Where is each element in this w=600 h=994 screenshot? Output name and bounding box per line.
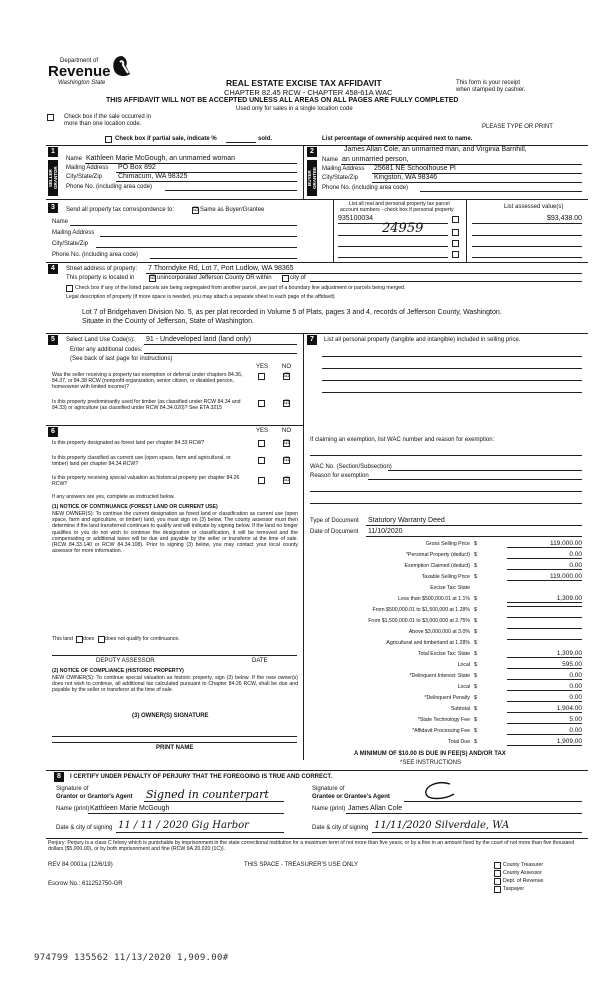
tax-row: Local bbox=[457, 662, 470, 668]
receipt-note-2: when stamped by cashier. bbox=[456, 87, 526, 93]
type-or-print-note: PLEASE TYPE OR PRINT bbox=[482, 124, 553, 130]
tax-dollar: $ bbox=[474, 739, 478, 745]
seller-vertical-tab: SELLER GRANTOR bbox=[48, 160, 58, 196]
tax-dollar: $ bbox=[474, 684, 478, 690]
receipt-note-1: This form is your receipt bbox=[456, 80, 521, 86]
located-label: This property is located in bbox=[66, 275, 135, 281]
certify-statement: I CERTIFY UNDER PENALTY OF PERJURY THAT THE FOREGOING IS TRUE AND CORRECT. bbox=[70, 774, 333, 780]
seller-city-label: City/State/Zip bbox=[66, 174, 103, 180]
tax-value[interactable] bbox=[507, 606, 582, 607]
copy-county-assessor-checkbox[interactable] bbox=[494, 870, 501, 877]
form-revision: REV 84 0001a (12/6/19) bbox=[48, 862, 113, 868]
qualify-label-1: This land bbox=[52, 636, 74, 642]
buyer-city[interactable]: Kingston, WA 98346 bbox=[374, 174, 438, 181]
legal-desc-line-1[interactable]: Lot 7 of Bridgehaven Division No. 5, as per plat recorded in Volume 5 of Plats, pages 3 and 4, records of Jefferson County, Washington. bbox=[82, 309, 502, 316]
street-label: Street address of property: bbox=[66, 266, 138, 272]
same-as-buyer-label: Same as Buyer/Grantee bbox=[200, 207, 265, 213]
tax-value[interactable]: 119,000.00 bbox=[507, 573, 582, 581]
tax-dollar: $ bbox=[474, 574, 478, 580]
tax-value[interactable] bbox=[507, 617, 582, 618]
tax-row: Total Excise Tax: State bbox=[417, 651, 470, 657]
parcel-header-1: List all real and personal property tax parcel bbox=[349, 201, 450, 207]
buyer-name-line-1[interactable]: James Allan Cole, an unmarried man, and Virginia Barnhill, bbox=[344, 146, 527, 153]
tax-value[interactable]: 0.00 bbox=[507, 672, 582, 680]
tax-value[interactable]: 119,000.00 bbox=[507, 540, 582, 548]
tax-row: Excise Tax: State bbox=[430, 585, 470, 591]
s5-q1-yes-checkbox[interactable] bbox=[258, 373, 265, 380]
section-8-tab: 8 bbox=[54, 772, 64, 782]
notice-1-title: (1) NOTICE OF CONTINUANCE (FOREST LAND OR CURRENT USE) bbox=[52, 504, 218, 510]
tax-value[interactable]: 595.00 bbox=[507, 661, 582, 669]
tax-value[interactable]: 5.00 bbox=[507, 716, 582, 724]
deputy-assessor-label: DEPUTY ASSESSOR bbox=[96, 658, 155, 664]
tax-value[interactable]: 0.00 bbox=[507, 683, 582, 691]
if-yes-note: If any answers are yes, complete as instructed below. bbox=[52, 494, 175, 500]
parcel-checkbox-2[interactable] bbox=[452, 229, 459, 236]
seller-mailing[interactable]: PO Box 892 bbox=[118, 164, 156, 171]
grantor-date-city[interactable]: 11 / 11 / 2020 Gig Harbor bbox=[118, 820, 249, 831]
logo-text-revenue: Revenue bbox=[48, 63, 111, 80]
copy-label: County Treasurer bbox=[503, 862, 544, 868]
assessed-value[interactable]: $93,438.00 bbox=[546, 215, 582, 222]
tax-value[interactable] bbox=[507, 639, 582, 640]
doc-date-value[interactable]: 11/10/2020 bbox=[368, 528, 403, 535]
additional-codes-label: Enter any additional codes: bbox=[70, 347, 143, 353]
buyer-name-label: Name bbox=[322, 157, 339, 163]
dor-logo bbox=[46, 54, 136, 96]
tax-dollar: $ bbox=[474, 662, 478, 668]
form-title: REAL ESTATE EXCISE TAX AFFIDAVIT bbox=[226, 78, 382, 88]
tax-dollar: $ bbox=[474, 541, 478, 547]
section-2-tab: 2 bbox=[307, 147, 317, 157]
tax-row: Gross Selling Price bbox=[425, 541, 470, 547]
section-1-tab: 1 bbox=[48, 147, 58, 157]
copy-county-treasurer-checkbox[interactable] bbox=[494, 862, 501, 869]
tax-value[interactable]: 0.00 bbox=[507, 551, 582, 559]
grantee-date-label: Date & city of signing bbox=[312, 825, 369, 831]
multi-location-label-1: Check box if the sale occurred in bbox=[64, 114, 152, 120]
tax-dollar: $ bbox=[474, 673, 478, 679]
corr-name-label: Name bbox=[52, 219, 69, 225]
s5-question-1: Was the seller receiving a property tax exemption or deferral under chapters 84.36, 84.37, or 84.38 RCW (nonprofit organization, senior citizen, or disabled person, homeowner with limited income)? bbox=[52, 372, 243, 391]
partial-sale-checkbox[interactable] bbox=[105, 136, 112, 143]
parcel-number[interactable]: 935100034 bbox=[338, 215, 374, 222]
grantor-date-label: Date & city of signing bbox=[56, 825, 113, 831]
section-5-tab: 5 bbox=[48, 335, 58, 345]
tax-dollar: $ bbox=[474, 596, 478, 602]
multi-location-label-2: more than one location code. bbox=[64, 121, 142, 127]
owner-signature-label: (3) OWNER(S) SIGNATURE bbox=[132, 713, 209, 719]
seller-phone-label: Phone No. (including area code) bbox=[66, 184, 153, 190]
seller-name[interactable]: Kathleen Marie McGough, an unmarried woman bbox=[86, 155, 236, 162]
section-6-tab: 6 bbox=[48, 427, 58, 437]
grantor-signature[interactable]: Signed in counterpart bbox=[146, 788, 269, 801]
tax-value[interactable]: 1,909.00 bbox=[507, 738, 582, 746]
escrow-number: Escrow No.: 611252750-GR bbox=[48, 881, 123, 887]
logo-text-state: Washington State bbox=[58, 80, 106, 86]
tax-dollar: $ bbox=[474, 552, 478, 558]
s5-question-2: Is this property predominantly used for timber (as classified under RCW 84.34 and 84.33) or agriculture (as classified under RCW 84.34.020)? See ETA 3215 bbox=[52, 399, 241, 412]
s6-q3-yes-checkbox[interactable] bbox=[258, 477, 265, 484]
street-address[interactable]: 7 Thorndyke Rd, Lot 7, Port Ludlow, WA 98365 bbox=[148, 265, 294, 272]
logo-mark-icon bbox=[110, 54, 134, 80]
tax-row: Above $3,000,000 at 3.0% bbox=[408, 629, 470, 635]
minimum-fee-note: A MINIMUM OF $10.00 IS DUE IN FEE(S) AND/OR TAX bbox=[354, 751, 506, 757]
copy-label: Dept. of Revenue bbox=[503, 878, 544, 884]
tax-dollar: $ bbox=[474, 640, 478, 646]
tax-dollar: $ bbox=[474, 728, 478, 734]
tax-row: *Affidavit Processing Fee bbox=[412, 728, 470, 734]
corr-mailing-label: Mailing Address bbox=[52, 230, 95, 236]
tax-dollar: $ bbox=[474, 695, 478, 701]
segregated-label: Check box if any of the listed parcels are being segregated from another parcel, are part of a boundary line adjustment or parcels being merged. bbox=[75, 285, 406, 291]
used-only-note: Used only for sales in a single location code bbox=[236, 106, 353, 112]
tax-row: *State Technology Fee bbox=[417, 717, 470, 723]
legal-desc-label: Legal description of property (if more space is needed, you may attach a separate sheet to each page of the affidavit) bbox=[66, 294, 335, 300]
copy-dept-revenue-checkbox[interactable] bbox=[494, 878, 501, 885]
grantee-signature-icon[interactable] bbox=[410, 780, 470, 802]
parcel-header-2: account numbers - check box if personal property bbox=[340, 207, 454, 213]
s6-q1-yes-checkbox[interactable] bbox=[258, 440, 265, 447]
s6-q2-yes-checkbox[interactable] bbox=[258, 457, 265, 464]
s6-question-2: Is this property classified as current use (open space, farm and agricultural, or timber) land per chapter 84.34 RCW? bbox=[52, 455, 231, 468]
doc-type-value[interactable]: Statutory Warranty Deed bbox=[368, 517, 445, 524]
tax-row: Agricultural and timberland at 1.28% bbox=[386, 640, 470, 646]
same-as-buyer-checkbox[interactable]: ☑ bbox=[193, 207, 199, 213]
partial-sale-sold: sold. bbox=[258, 136, 273, 142]
reason-label: Reason for exemption bbox=[310, 473, 369, 479]
tax-value[interactable]: 0.00 bbox=[507, 694, 582, 702]
exemption-label: If claiming an exemption, list WAC number and reason for exemption: bbox=[310, 437, 495, 443]
tax-value[interactable]: 1,309.00 bbox=[507, 650, 582, 658]
tax-value[interactable]: 1,309.00 bbox=[507, 595, 582, 603]
copy-taxpayer-checkbox[interactable] bbox=[494, 886, 501, 893]
tax-value[interactable]: 1,904.00 bbox=[507, 705, 582, 713]
seller-city[interactable]: Chimacum, WA 98325 bbox=[118, 173, 188, 180]
tax-row: Local bbox=[457, 684, 470, 690]
tax-row: *Delinquent Interest: State bbox=[409, 673, 470, 679]
corr-phone-label: Phone No. (including area code) bbox=[52, 252, 139, 258]
s6-q2-no-checkbox[interactable]: ☑ bbox=[284, 457, 290, 463]
qualify-label-2: does bbox=[83, 636, 95, 642]
legal-desc-line-2[interactable]: Situate in the County of Jefferson, State of Washington. bbox=[82, 318, 254, 325]
seller-name-label: Name bbox=[66, 156, 83, 162]
tax-row: *Personal Property (deduct) bbox=[405, 552, 470, 558]
buyer-city-label: City/State/Zip bbox=[322, 175, 359, 181]
parcel-checkbox-3[interactable] bbox=[452, 240, 459, 247]
tax-row: Subtotal bbox=[450, 706, 470, 712]
handwritten-parcel-note: 24959 bbox=[382, 221, 424, 236]
city-of-label: city of bbox=[290, 275, 306, 281]
tax-dollar: $ bbox=[474, 651, 478, 657]
buyer-mailing[interactable]: 25681 NE Schoolhouse Pl bbox=[374, 165, 456, 172]
tax-value[interactable]: 0.00 bbox=[507, 562, 582, 570]
grantee-name-label: Name (print) bbox=[312, 806, 346, 812]
s6-q1-no-checkbox[interactable]: ☑ bbox=[284, 440, 290, 446]
s5-yes-header: YES bbox=[256, 364, 269, 370]
doc-type-label: Type of Document bbox=[310, 518, 359, 524]
buyer-mailing-label: Mailing Address bbox=[322, 166, 365, 172]
form-chapter: CHAPTER 82.45 RCW - CHAPTER 458-61A WAC bbox=[224, 88, 393, 97]
land-use-label: Select Land Use Code(s): bbox=[66, 337, 135, 343]
section-4-tab: 4 bbox=[48, 264, 58, 274]
grantee-sig-label-2: Grantee or Grantee's Agent bbox=[312, 794, 390, 800]
tax-value[interactable]: 0.00 bbox=[507, 727, 582, 735]
tax-dollar: $ bbox=[474, 717, 478, 723]
parcel-checkbox-1[interactable] bbox=[452, 216, 459, 223]
grantor-sig-label-1: Signature of bbox=[56, 786, 89, 792]
grantor-sig-label-2: Grantor or Grantor's Agent bbox=[56, 794, 133, 800]
tax-row: Total Due bbox=[448, 739, 470, 745]
s5-no-header: NO bbox=[282, 364, 291, 370]
qualify-does-checkbox[interactable] bbox=[76, 636, 83, 643]
notice-2-title: (2) NOTICE OF COMPLIANCE (HISTORIC PROPERTY) bbox=[52, 668, 184, 674]
tax-dollar: $ bbox=[474, 607, 478, 613]
copy-label: Taxpayer bbox=[503, 886, 525, 892]
partial-sale-label: Check box if partial sale, indicate % bbox=[115, 136, 217, 142]
multi-location-checkbox[interactable] bbox=[47, 114, 54, 121]
grantee-name[interactable]: James Allan Cole bbox=[348, 805, 403, 812]
notice-1-body: NEW OWNER(S): To continue the current designation as forest land or classification as current use (open space, farm and agriculture, or timber) land, you must sign on (3) below. The county assessor must then determine if the land transferred continues to qualify and will indicate by signing below. If the land no longer qualifies or you do not wish to continue the designation or classification, it will be removed and the compensating or additional taxes will be due and payable by the seller or transferor at the time of sale. (RCW 84.33.140 or RCW 84.34.108). Prior to signing (3) below, you may contact your local county assessor for more information. bbox=[52, 511, 298, 555]
send-correspondence-label: Send all property tax correspondence to: bbox=[66, 207, 175, 213]
tax-row: *Delinquent Penalty bbox=[424, 695, 470, 701]
land-use-value[interactable]: 91 - Undeveloped land (land only) bbox=[146, 336, 252, 343]
s5-q2-no-checkbox[interactable]: ☑ bbox=[284, 400, 290, 406]
tax-dollar: $ bbox=[474, 563, 478, 569]
perjury-statement: Perjury: Perjury is a class C felony which is punishable by imprisonment in the state correctional institution for a maximum term of not more than five years, or by a fine in an amount fixed by the court of not more than five thousand dollars ($5,000.00), or by both imprisonment and fine (RCW 9A.20.020 (1C)). bbox=[48, 840, 575, 853]
see-instructions-note: *SEE INSTRUCTIONS bbox=[400, 760, 462, 766]
qualify-does-not-checkbox[interactable] bbox=[98, 636, 105, 643]
s6-question-3: Is this property receiving special valuation as historical property per chapter 84.26 RCW? bbox=[52, 475, 240, 488]
s6-q3-no-checkbox[interactable]: ☑ bbox=[284, 477, 290, 483]
treasurer-stamp: 974799 135562 11/13/2020 1,909.00# bbox=[34, 953, 229, 963]
parcel-checkbox-4[interactable] bbox=[452, 251, 459, 258]
s5-q2-yes-checkbox[interactable] bbox=[258, 400, 265, 407]
copy-label: County Assessor bbox=[503, 870, 542, 876]
s6-question-1: Is this property designated as forest land per chapter 84.33 RCW? bbox=[52, 440, 205, 446]
wac-label: WAC No. (Section/Subsection) bbox=[310, 464, 392, 470]
grantee-date-city[interactable]: 11/11/2020 Silverdale, WA bbox=[374, 820, 510, 831]
assessed-header: List assessed value(s) bbox=[504, 204, 564, 210]
notice-2-body: NEW OWNER(S): To continue special valuation as historic property, sign (3) below. If the new owner(s) does not wish to continue, all additional tax calculated pursuant to Chapter 84.26 RCW, shall be due and payable by the seller or transferor at the time of sale. bbox=[52, 675, 298, 694]
grantor-name-label: Name (print) bbox=[56, 806, 90, 812]
corr-city-label: City/State/Zip bbox=[52, 241, 89, 247]
s5-q1-no-checkbox[interactable]: ☑ bbox=[284, 373, 290, 379]
section-3-tab: 3 bbox=[48, 203, 58, 213]
personal-property-label: List all personal property (tangible and intangible) included in selling price. bbox=[324, 337, 521, 343]
logo-text-dept: Department of bbox=[60, 58, 99, 64]
grantee-sig-label-1: Signature of bbox=[312, 786, 345, 792]
tax-row: Taxable Selling Price bbox=[421, 574, 470, 580]
tax-dollar: $ bbox=[474, 629, 478, 635]
doc-date-label: Date of Document bbox=[310, 529, 359, 535]
tax-row: Less than $500,000.01 at 1.1% bbox=[398, 596, 470, 602]
buyer-phone-label: Phone No. (including area code) bbox=[322, 185, 409, 191]
treasurer-use-label: THIS SPACE - TREASURER'S USE ONLY bbox=[244, 862, 359, 868]
tax-dollar: $ bbox=[474, 618, 478, 624]
grantor-name[interactable]: Kathleen Marie McGough bbox=[90, 805, 170, 812]
seller-mailing-label: Mailing Address bbox=[66, 165, 109, 171]
tax-dollar: $ bbox=[474, 706, 478, 712]
tax-row: Exemption Claimed (deduct) bbox=[404, 563, 470, 569]
deputy-date-label: DATE bbox=[252, 658, 268, 664]
section-7-tab: 7 bbox=[307, 335, 317, 345]
buyer-vertical-tab: BUYER GRANTEE bbox=[307, 160, 317, 196]
tax-row: From $500,000.01 to $1,500,000 at 1.28% bbox=[372, 607, 470, 613]
ownership-note: List percentage of ownership acquired next to name. bbox=[322, 136, 473, 142]
qualify-label-3: does not qualify for continuance. bbox=[105, 636, 180, 642]
buyer-name-line-2[interactable]: an unmarried person, bbox=[342, 156, 409, 163]
form-warning: THIS AFFIDAVIT WILL NOT BE ACCEPTED UNLESS ALL AREAS ON ALL PAGES ARE FULLY COMPLETED bbox=[106, 97, 459, 104]
s6-yes-header: YES bbox=[256, 428, 269, 434]
unincorporated-label: unincorporated Jefferson County OR within bbox=[157, 275, 272, 281]
tax-value[interactable] bbox=[507, 628, 582, 629]
tax-row: From $1,500,000.01 to $3,000,000 at 2.75% bbox=[368, 618, 470, 624]
unincorporated-checkbox[interactable]: ☑ bbox=[150, 275, 156, 281]
city-of-checkbox[interactable] bbox=[282, 275, 289, 282]
segregated-checkbox[interactable] bbox=[66, 285, 73, 292]
s6-no-header: NO bbox=[282, 428, 291, 434]
see-back-note: (See back of last page for instructions) bbox=[70, 356, 173, 362]
print-name-label: PRINT NAME bbox=[156, 745, 194, 751]
